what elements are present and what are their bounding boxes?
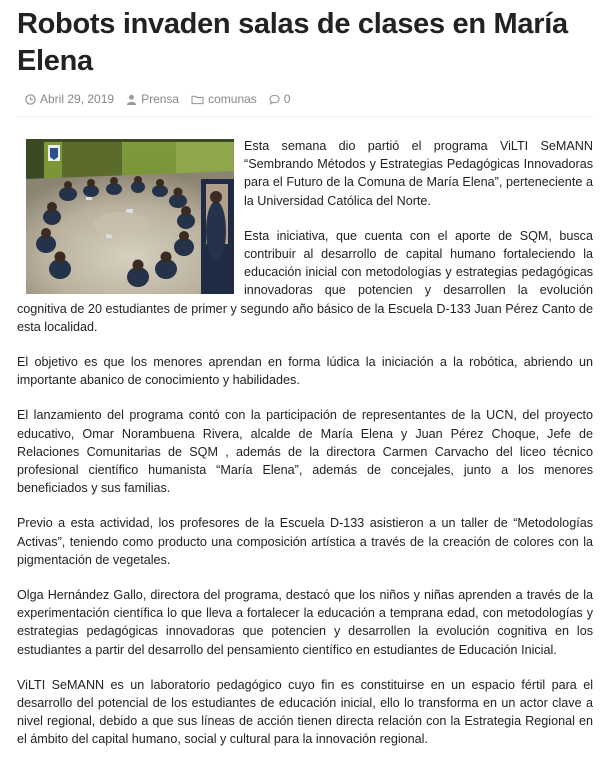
paragraph-1: Esta semana dio partió el programa ViLTI SeMANN “Sembrando Métodos y Estrategias Pedagógicas Innovadoras para el Futuro de la Comuna de María Elena”, perteneciente a la Universidad Católica del Norte.	[244, 139, 593, 208]
paragraph-6: Olga Hernández Gallo, directora del programa, destacó que los niños y niñas aprenden a través de la experimentación científica lo que lleva a fortalecer la educación a temprana edad, con metodologías y estrategias pedagógicas innovadoras que potencien y desarrollen la evolución cognitiva en los estudiantes a partir del desarrollo del pensamiento científico en estudiantes de Educación Inicial.	[17, 588, 593, 657]
post-comments[interactable]	[269, 92, 291, 106]
classroom-photo	[26, 139, 234, 294]
author-link[interactable]: Prensa	[141, 92, 180, 106]
post-author[interactable]	[126, 92, 179, 106]
clock-icon	[25, 94, 36, 105]
post-date	[25, 92, 114, 106]
post-meta	[17, 90, 593, 117]
post-date-text: Abril 29, 2019	[40, 92, 115, 106]
folder-icon	[191, 94, 204, 105]
article-photo	[26, 139, 234, 294]
paragraph-7: ViLTI SeMANN es un laboratorio pedagógico cuyo fin es constituirse en un espacio fértil para el desarrollo del potencial de los estudiantes de educación inicial, ello lo transforma en un actor clave a nivel regional, debido a que sus líneas de acción tienen directa relación con la Estrategia Regional en el ámbito del capital humano, social y cultural para la innovación regional.	[17, 677, 593, 747]
comment-icon	[269, 94, 280, 105]
paragraph-5: Previo a esta actividad, los profesores de la Escuela D-133 asistieron a un taller de “Metodologías Activas”, teniendo como producto una composición artística a través de la creación de colores con la pigmentación de vegetales.	[17, 516, 593, 567]
post-category[interactable]	[191, 92, 257, 106]
paragraph-3: El objetivo es que los menores aprendan en forma lúdica la iniciación a la robótica, abriendo un importante abanico de conocimiento y habilidades.	[17, 355, 593, 388]
article-body	[17, 137, 593, 749]
user-icon	[126, 94, 137, 105]
category-link[interactable]: comunas	[208, 92, 257, 106]
comments-count[interactable]: 0	[283, 92, 291, 106]
paragraph-2: Esta iniciativa, que cuenta con el aporte de SQM, busca contribuir al desarrollo de capital humano fortaleciendo la educación inicial con metodologías y estrategias pedagógicas innovadoras que potencien y desarrollen la evolución cognitiva de 20 estudiantes de primer y segundo año básico de la Escuela D-133 Juan Pérez Canto de esta localidad.	[17, 228, 593, 334]
paragraph-4: El lanzamiento del programa contó con la participación de representantes de la UCN, del proyecto educativo, Omar Norambuena Rivera, alcalde de María Elena y Juan Pérez Choque, Jefe de Relaciones Comunitarias de SQM , además de la directora Carmen Carvacho del liceo técnico profesional científico humanista “María Elena”, además de concejales, junto a los menores beneficiados y sus familias.	[17, 408, 593, 496]
page-title: Robots invaden salas de clases en María Elena	[17, 8, 568, 77]
